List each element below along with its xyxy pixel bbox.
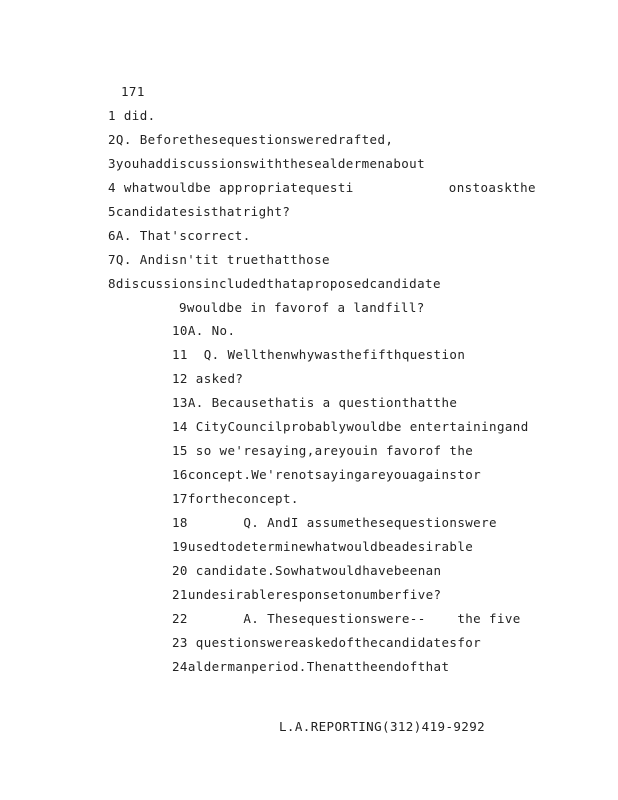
page-number: 171 — [121, 84, 145, 99]
transcript-line-16: 16concept.We'renotsayingareyouagainstor — [172, 467, 482, 482]
transcript-line-21: 21undesirableresponsetonumberfive? — [172, 587, 442, 602]
transcript-line-6: 6A. That'scorrect. — [108, 228, 251, 243]
transcript-line-11: 11 Q. Wellthenwhywasthefifthquestion — [172, 347, 466, 362]
transcript-line-12: 12 asked? — [172, 371, 244, 386]
transcript-line-22: 22 A. Thesequestionswere-- the five — [172, 611, 521, 626]
transcript-line-5: 5candidatesisthatright? — [108, 204, 291, 219]
transcript-line-10: 10A. No. — [172, 323, 236, 338]
transcript-line-4: 4 whatwouldbe appropriatequesti onstoaskthe — [108, 180, 536, 195]
transcript-line-9: 9wouldbe in favorof a landfill? — [179, 300, 425, 315]
transcript-line-14: 14 CityCouncilprobablywouldbe entertainingand — [172, 419, 529, 434]
transcript-line-13: 13A. Becausethatis a questionthatthe — [172, 395, 458, 410]
reporter-footer: L.A.REPORTING(312)419-9292 — [279, 719, 486, 734]
transcript-line-1: 1 did. — [108, 108, 156, 123]
transcript-line-23: 23 questionswereaskedofthecandidatesfor — [172, 635, 482, 650]
transcript-line-19: 19usedtodeterminewhatwouldbeadesirable — [172, 539, 474, 554]
transcript-line-24: 24aldermanperiod.Thenattheendofthat — [172, 659, 450, 674]
transcript-line-3: 3youhaddiscussionswiththesealdermenabout — [108, 156, 426, 171]
transcript-line-2: 2Q. Beforethesequestionsweredrafted, — [108, 132, 394, 147]
transcript-line-8: 8discussionsincludedthataproposedcandidate — [108, 276, 441, 291]
transcript-line-15: 15 so we'resaying,areyouin favorof the — [172, 443, 474, 458]
transcript-line-7: 7Q. Andisn'tit truethatthose — [108, 252, 330, 267]
transcript-line-18: 18 Q. AndI assumethesequestionswere — [172, 515, 497, 530]
transcript-line-17: 17fortheconcept. — [172, 491, 299, 506]
transcript-line-20: 20 candidate.Sowhatwouldhavebeenan — [172, 563, 442, 578]
